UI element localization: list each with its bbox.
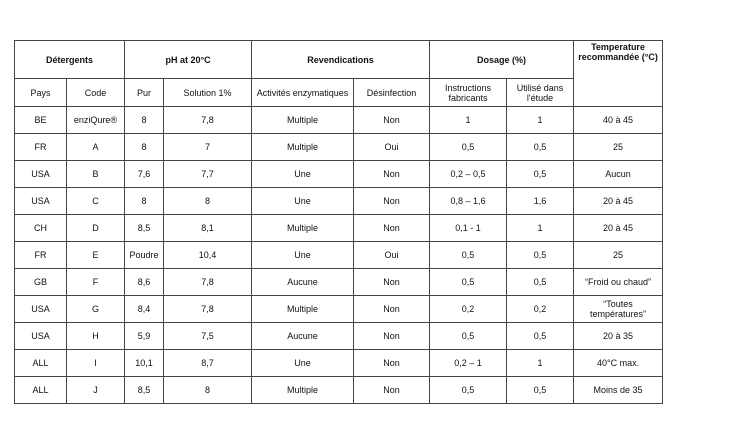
cell-dosage-utilise: 0,2 — [507, 296, 574, 323]
header-utilise: Utilisé dans l'étude — [507, 79, 574, 107]
cell-dosage-utilise: 0,5 — [507, 242, 574, 269]
table-row — [15, 377, 663, 404]
cell-temperature: 40 à 45 — [574, 107, 663, 134]
cell-temperature: 20 à 45 — [574, 188, 663, 215]
cell-desinfection: Non — [354, 269, 430, 296]
cell-ph-solution: 7,8 — [164, 269, 252, 296]
cell-activites: Multiple — [252, 134, 354, 161]
header-ph: pH at 20°C — [125, 41, 252, 79]
cell-ph-pur: 8,4 — [125, 296, 164, 323]
cell-ph-pur: 8 — [125, 134, 164, 161]
cell-ph-solution: 7 — [164, 134, 252, 161]
cell-ph-pur: 8,5 — [125, 215, 164, 242]
cell-ph-solution: 8 — [164, 188, 252, 215]
cell-pays: USA — [15, 188, 67, 215]
cell-dosage-instructions: 0,2 — [430, 296, 507, 323]
cell-dosage-utilise: 1 — [507, 350, 574, 377]
cell-activites: Une — [252, 350, 354, 377]
cell-desinfection: Non — [354, 188, 430, 215]
cell-dosage-instructions: 0,8 – 1,6 — [430, 188, 507, 215]
cell-activites: Une — [252, 161, 354, 188]
header-pur: Pur — [125, 79, 164, 107]
cell-temperature: “Froid ou chaud” — [574, 269, 663, 296]
cell-desinfection: Non — [354, 215, 430, 242]
cell-temperature: 20 à 45 — [574, 215, 663, 242]
table-row — [15, 323, 663, 350]
header-activites: Activités enzymatiques — [252, 79, 354, 107]
table-row — [15, 269, 663, 296]
cell-activites: Aucune — [252, 323, 354, 350]
cell-ph-solution: 8 — [164, 377, 252, 404]
cell-pays: FR — [15, 242, 67, 269]
header-row-sub — [15, 79, 663, 107]
cell-pays: CH — [15, 215, 67, 242]
header-pays: Pays — [15, 79, 67, 107]
cell-activites: Multiple — [252, 296, 354, 323]
cell-code: enziQure® — [67, 107, 125, 134]
cell-code: G — [67, 296, 125, 323]
cell-dosage-instructions: 1 — [430, 107, 507, 134]
cell-desinfection: Non — [354, 161, 430, 188]
detergents-table — [14, 40, 663, 404]
header-temperature: Temperature recommandée (°C) — [574, 41, 663, 107]
cell-dosage-instructions: 0,5 — [430, 242, 507, 269]
cell-pays: BE — [15, 107, 67, 134]
cell-dosage-utilise: 1 — [507, 107, 574, 134]
cell-activites: Multiple — [252, 377, 354, 404]
cell-code: J — [67, 377, 125, 404]
cell-code: H — [67, 323, 125, 350]
cell-ph-pur: 8,6 — [125, 269, 164, 296]
cell-dosage-instructions: 0,5 — [430, 269, 507, 296]
cell-dosage-instructions: 0,2 – 0,5 — [430, 161, 507, 188]
cell-code: A — [67, 134, 125, 161]
cell-ph-pur: 8 — [125, 107, 164, 134]
header-solution: Solution 1% — [164, 79, 252, 107]
header-dosage: Dosage (%) — [430, 41, 574, 79]
header-detergents: Détergents — [15, 41, 125, 79]
cell-ph-pur: 7,6 — [125, 161, 164, 188]
cell-code: I — [67, 350, 125, 377]
cell-ph-pur: 8,5 — [125, 377, 164, 404]
table-row — [15, 161, 663, 188]
cell-temperature: Aucun — [574, 161, 663, 188]
cell-desinfection: Non — [354, 377, 430, 404]
cell-code: B — [67, 161, 125, 188]
table-row — [15, 188, 663, 215]
cell-ph-solution: 7,5 — [164, 323, 252, 350]
cell-ph-solution: 10,4 — [164, 242, 252, 269]
cell-temperature: “Toutes températures” — [574, 296, 663, 323]
cell-pays: USA — [15, 296, 67, 323]
table-row — [15, 215, 663, 242]
cell-pays: GB — [15, 269, 67, 296]
cell-dosage-instructions: 0,1 - 1 — [430, 215, 507, 242]
cell-desinfection: Non — [354, 107, 430, 134]
cell-code: E — [67, 242, 125, 269]
cell-temperature: 20 à 35 — [574, 323, 663, 350]
cell-temperature: Moins de 35 — [574, 377, 663, 404]
cell-desinfection: Oui — [354, 134, 430, 161]
cell-dosage-instructions: 0,5 — [430, 134, 507, 161]
cell-ph-pur: 5,9 — [125, 323, 164, 350]
table-row — [15, 242, 663, 269]
cell-code: D — [67, 215, 125, 242]
cell-dosage-utilise: 0,5 — [507, 377, 574, 404]
cell-pays: USA — [15, 161, 67, 188]
cell-dosage-instructions: 0,5 — [430, 377, 507, 404]
cell-activites: Multiple — [252, 107, 354, 134]
cell-pays: USA — [15, 323, 67, 350]
cell-activites: Une — [252, 188, 354, 215]
table-row — [15, 107, 663, 134]
cell-ph-solution: 7,8 — [164, 296, 252, 323]
cell-pays: ALL — [15, 350, 67, 377]
cell-temperature: 25 — [574, 134, 663, 161]
cell-pays: ALL — [15, 377, 67, 404]
cell-ph-solution: 8,1 — [164, 215, 252, 242]
cell-ph-pur: 8 — [125, 188, 164, 215]
cell-ph-pur: Poudre — [125, 242, 164, 269]
cell-desinfection: Non — [354, 323, 430, 350]
cell-desinfection: Non — [354, 296, 430, 323]
cell-code: C — [67, 188, 125, 215]
header-code: Code — [67, 79, 125, 107]
header-desinfection: Désinfection — [354, 79, 430, 107]
cell-ph-pur: 10,1 — [125, 350, 164, 377]
cell-dosage-instructions: 0,5 — [430, 323, 507, 350]
cell-pays: FR — [15, 134, 67, 161]
cell-ph-solution: 7,7 — [164, 161, 252, 188]
cell-code: F — [67, 269, 125, 296]
cell-dosage-instructions: 0,2 – 1 — [430, 350, 507, 377]
cell-temperature: 40°C max. — [574, 350, 663, 377]
cell-activites: Aucune — [252, 269, 354, 296]
cell-temperature: 25 — [574, 242, 663, 269]
cell-activites: Multiple — [252, 215, 354, 242]
header-instructions: Instructions fabricants — [430, 79, 507, 107]
cell-ph-solution: 7,8 — [164, 107, 252, 134]
cell-dosage-utilise: 1,6 — [507, 188, 574, 215]
cell-dosage-utilise: 0,5 — [507, 134, 574, 161]
header-revendications: Revendications — [252, 41, 430, 79]
table-row — [15, 296, 663, 323]
cell-ph-solution: 8,7 — [164, 350, 252, 377]
cell-activites: Une — [252, 242, 354, 269]
cell-dosage-utilise: 1 — [507, 215, 574, 242]
cell-dosage-utilise: 0,5 — [507, 323, 574, 350]
table-row — [15, 134, 663, 161]
header-row-groups — [15, 41, 663, 79]
cell-dosage-utilise: 0,5 — [507, 161, 574, 188]
cell-dosage-utilise: 0,5 — [507, 269, 574, 296]
table-row — [15, 350, 663, 377]
cell-desinfection: Oui — [354, 242, 430, 269]
cell-desinfection: Non — [354, 350, 430, 377]
